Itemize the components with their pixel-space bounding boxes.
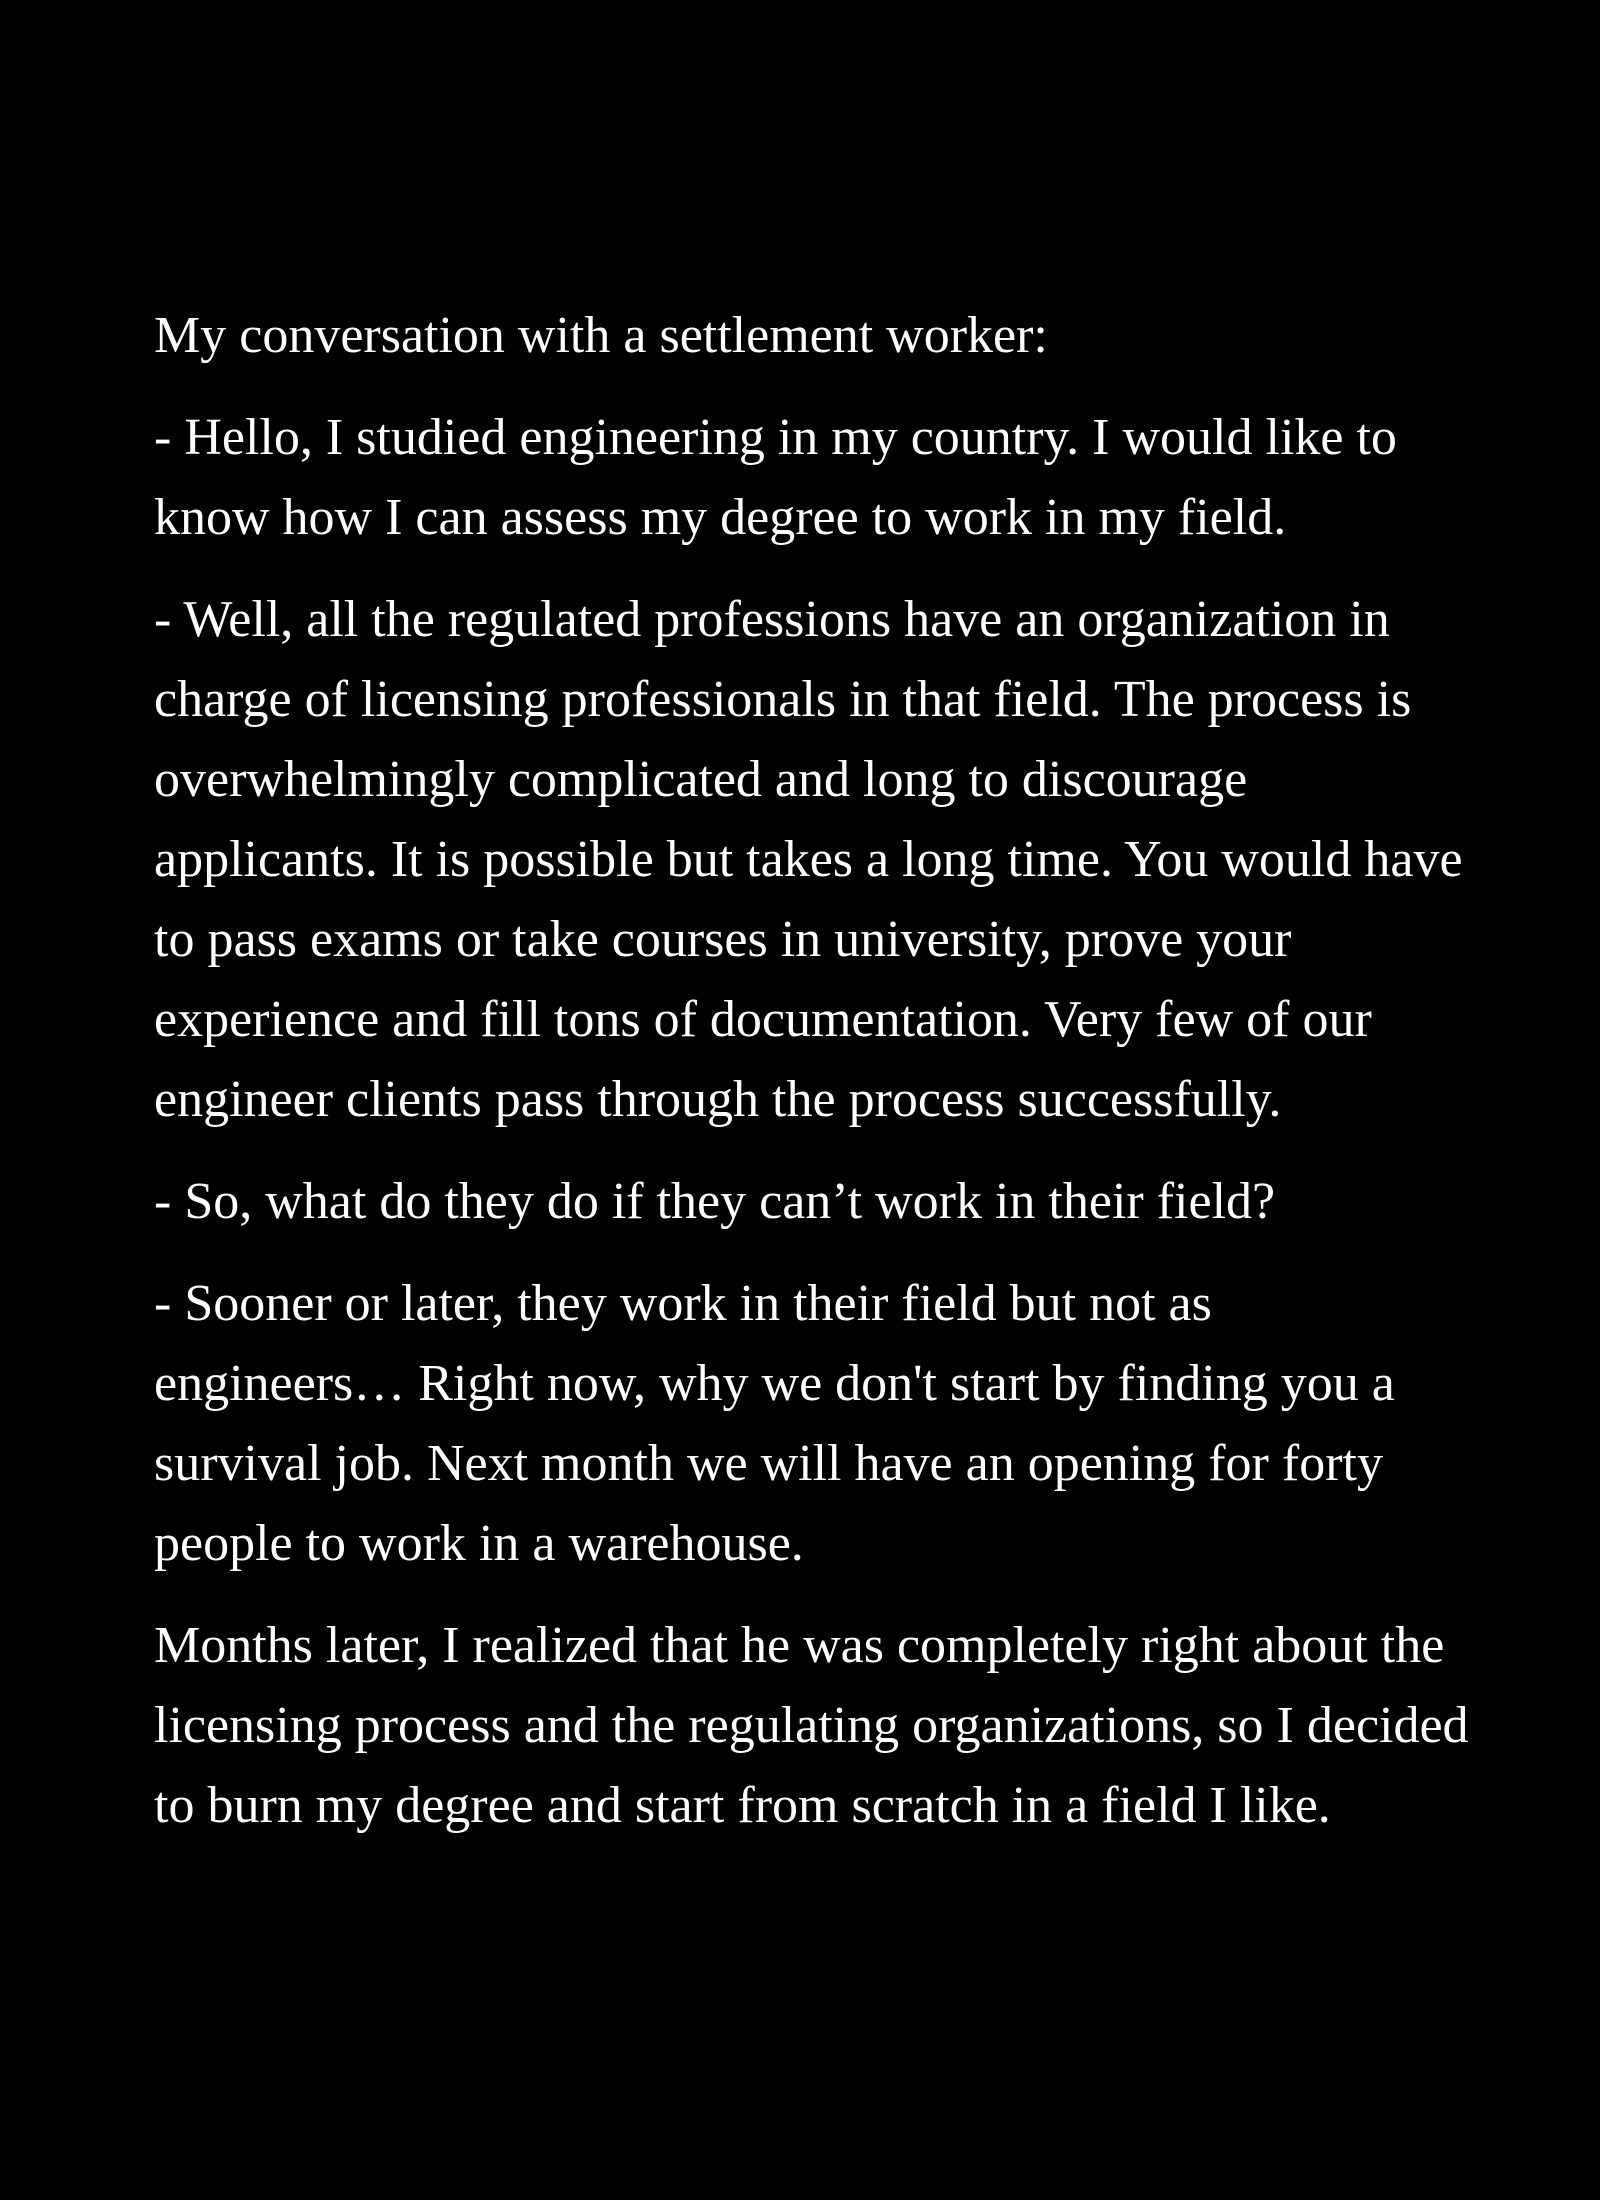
document-body: [154, 296, 1474, 1868]
dialogue-answer-survival-job: - Sooner or later, they work in their field but not as engineers… Right now, why we don't start by finding you a survival job. Next month we will have an opening for forty people to work in a warehouse.: [154, 1275, 1395, 1572]
dialogue-question-degree: - Hello, I studied engineering in my country. I would like to know how I can assess my degree to work in my field.: [154, 409, 1397, 546]
dialogue-answer-licensing: - Well, all the regulated professions have an organization in charge of licensing professionals in that field. The process is overwhelmingly complicated and long to discourage applicants. It is possible but takes a long time. You would have to pass exams or take courses in university, prove your experience and fill tons of documentation. Very few of our engineer clients pass through the process successfully.: [154, 591, 1463, 1128]
intro-paragraph: My conversation with a settlement worker:: [154, 307, 1048, 364]
conclusion-paragraph: Months later, I realized that he was completely right about the licensing process and the regulating organizations, so I decided to burn my degree and start from scratch in a field I like.: [154, 1617, 1469, 1834]
dialogue-question-field: - So, what do they do if they can’t work in their field?: [154, 1173, 1276, 1230]
